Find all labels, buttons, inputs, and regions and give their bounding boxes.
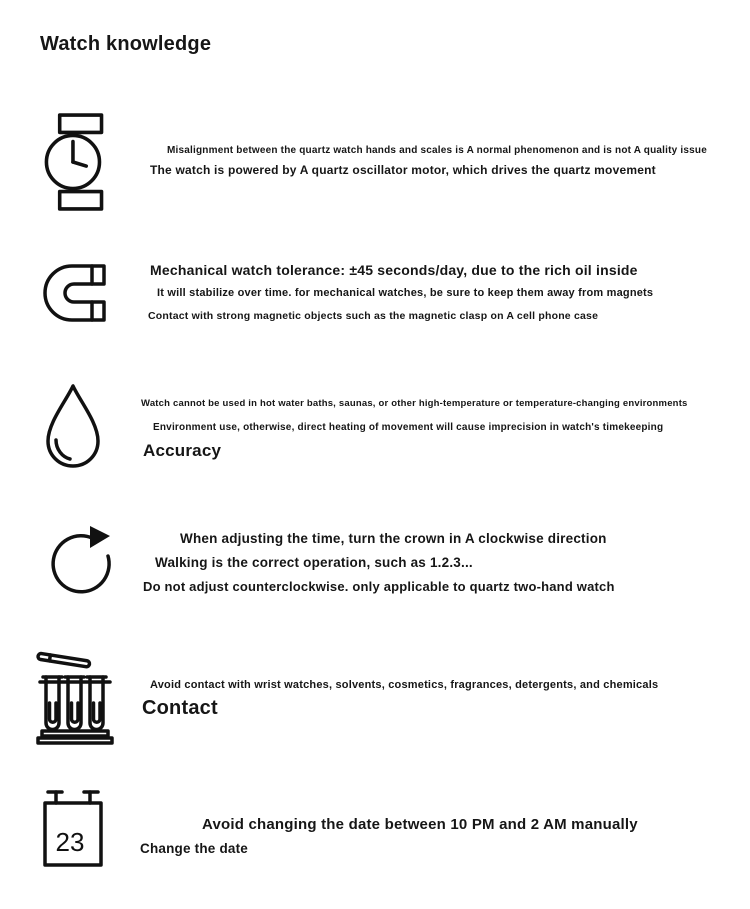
info-line: Change the date — [140, 841, 249, 856]
magnet-icon — [42, 262, 108, 324]
info-line: It will stabilize over time. for mechanical watches, be sure to keep them away from magnets — [157, 287, 654, 299]
info-line: Watch cannot be used in hot water baths, saunas, or other high-temperature or temperature-changing environments — [141, 398, 688, 409]
info-line: Avoid contact with wrist watches, solvents, cosmetics, fragrances, detergents, and chemicals — [150, 679, 659, 691]
section-heading-contact: Contact — [142, 697, 218, 719]
test-tubes-icon — [36, 645, 114, 745]
info-line: Mechanical watch tolerance: ±45 seconds/day, due to the rich oil inside — [150, 262, 638, 278]
calendar-day: 23 — [55, 827, 85, 857]
info-line: Avoid changing the date between 10 PM and 2 AM manually — [202, 816, 638, 833]
info-line: Contact with strong magnetic objects such as the magnetic clasp on A cell phone case — [148, 310, 599, 322]
info-line: Walking is the correct operation, such as 1.2.3... — [155, 555, 473, 570]
water-drop-icon — [42, 382, 104, 470]
watch-icon — [44, 112, 106, 212]
info-line: Environment use, otherwise, direct heating of movement will cause imprecision in watch's timekeeping — [153, 422, 664, 433]
section-heading-accuracy: Accuracy — [143, 441, 222, 460]
info-line: Do not adjust counterclockwise. only applicable to quartz two-hand watch — [143, 579, 615, 594]
calendar-icon — [42, 788, 104, 870]
rotate-clockwise-icon — [42, 521, 118, 599]
info-line: When adjusting the time, turn the crown in A clockwise direction — [180, 531, 607, 546]
page-title: Watch knowledge — [40, 33, 212, 55]
info-line: The watch is powered by A quartz oscillator motor, which drives the quartz movement — [150, 163, 656, 177]
info-line: Misalignment between the quartz watch hands and scales is A normal phenomenon and is not A quality issue — [167, 145, 707, 156]
